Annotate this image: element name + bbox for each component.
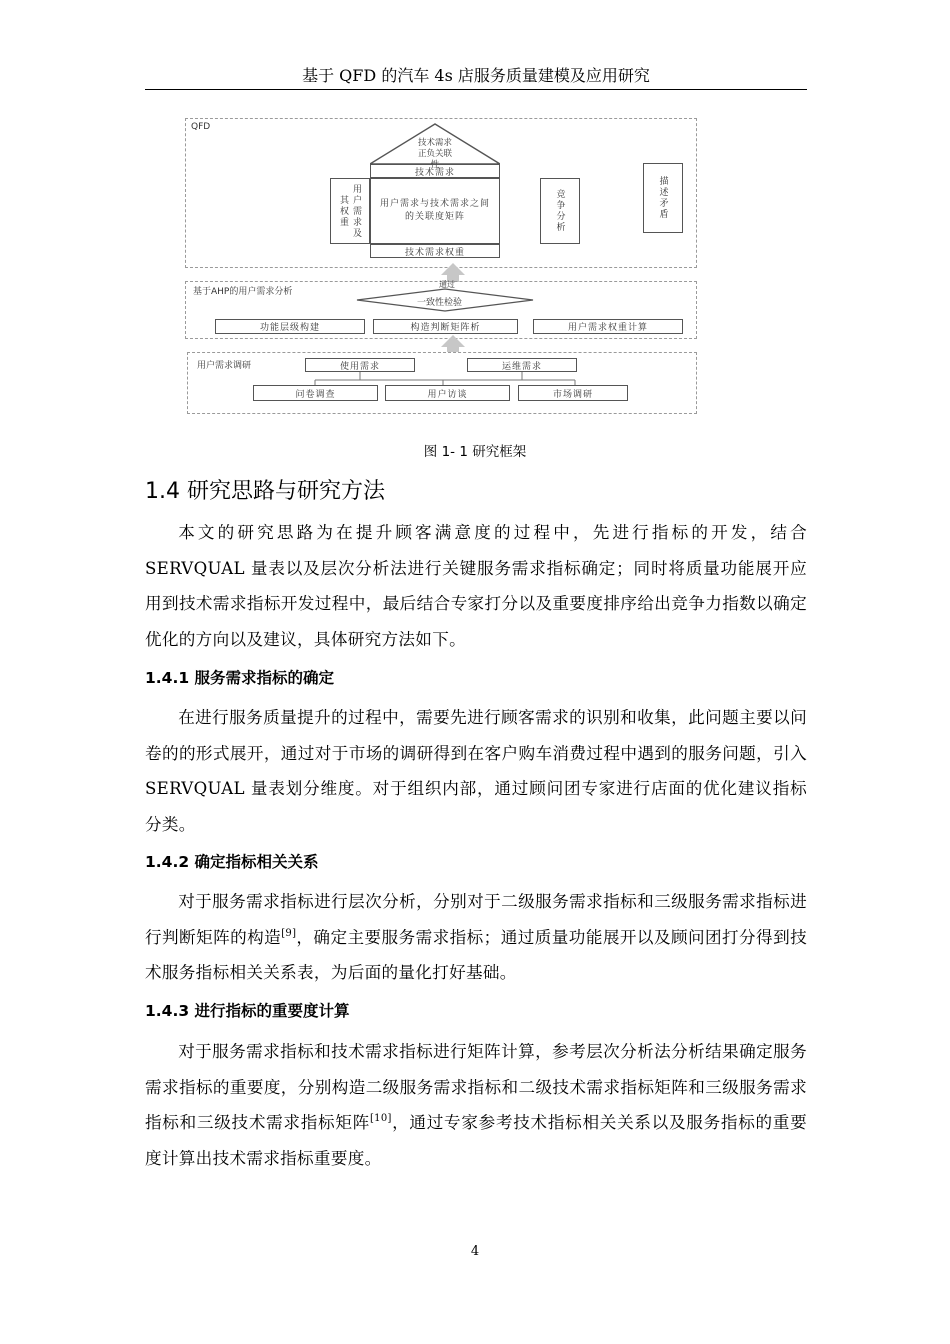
use-req-cell: 使用需求 <box>305 358 415 372</box>
s3-text-b: ，通过专家参考技术指标相关关系以及服务指标的重要度计算出技术需求指标重要度。 <box>145 1113 808 1168</box>
contradiction-text: 描述矛盾 <box>657 176 668 220</box>
competition-text: 竞争分析 <box>554 189 565 233</box>
subsection-title-2: 1.4.2 确定指标相关关系 <box>145 853 319 871</box>
subsection-title-3: 1.4.3 进行指标的重要度计算 <box>145 1002 350 1020</box>
ahp-label: 基于AHP的用户需求分析 <box>193 287 293 297</box>
subsection-3-paragraph <box>145 1034 807 1176</box>
subsection-2-paragraph <box>145 884 807 991</box>
qfd-label: QFD <box>191 122 211 132</box>
maint-req-cell: 运维需求 <box>467 358 577 372</box>
citation-10: [10] <box>369 1113 392 1125</box>
s2-text-a: 对于服务需求指标进行层次分析，分别对于二级服务需求指标和三级服务需求指标进行判断矩阵的构造 <box>145 892 807 947</box>
running-header: 基于 QFD 的汽车 4s 店服务质量建模及应用研究 <box>302 66 650 85</box>
pass-label: 通过 <box>439 280 455 289</box>
survey-label: 用户需求调研 <box>197 361 252 371</box>
consistency-text: 一致性检验 <box>417 298 463 308</box>
subsection-title-1: 1.4.1 服务需求指标的确定 <box>145 669 335 687</box>
tech-weight-cell: 技术需求权重 <box>370 244 500 258</box>
intro-paragraph: 本文的研究思路为在提升顾客满意度的过程中，先进行指标的开发，结合SERVQUAL 量表以及层次分析法进行关键服务需求指标确定；同时将质量功能展开应用到技术需求指标开发过程中，最后结合专家打分以及重要度排序给出竞争力指数以确定优化的方向以及建议，具体研究方法如下。 <box>145 523 807 649</box>
figure-caption: 图 1- 1 研究框架 <box>423 444 527 460</box>
s3-text-a: 对于服务需求指标和技术需求指标进行矩阵计算，参考层次分析法分析结果确定服务需求指标的重要度，分别构造二级服务需求指标和二级技术需求指标矩阵和三级服务需求指标和三级技术需求指标矩阵 <box>145 1042 807 1133</box>
method-1: 问卷调查 <box>253 385 378 401</box>
user-req-text: 用户需求及其权重 <box>338 183 361 239</box>
subsection-1-paragraph: 在进行服务质量提升的过程中，需要先进行顾客需求的识别和收集，此问题主要以问卷的的形式展开，通过对于市场的调研得到在客户购车消费过程中遇到的服务问题，引入 SERVQUAL 量表划分维度。对于组织内部，通过顾问团专家进行店面的优化建议指标分类。 <box>145 708 807 834</box>
survey-connectors <box>185 118 697 414</box>
header-rule <box>145 89 807 90</box>
ahp-step-2: 构造判断矩阵析 <box>373 319 518 334</box>
section-title: 1.4 研究思路与研究方法 <box>145 479 385 504</box>
s2-text-b: ，确定主要服务需求指标；通过质量功能展开以及顾问团打分得到技术服务指标相关关系表，为后面的量化打好基础。 <box>145 927 808 983</box>
tech-req-cell: 技术需求 <box>370 164 500 178</box>
citation-9: [9] <box>281 927 297 939</box>
method-3: 市场调研 <box>518 385 628 401</box>
ahp-step-1: 功能层级构建 <box>215 319 365 334</box>
research-framework-figure <box>185 118 697 414</box>
page-number: 4 <box>470 1244 480 1259</box>
method-2: 用户访谈 <box>385 385 510 401</box>
roof-text: 技术需求 正负关联 性 <box>417 138 452 170</box>
ahp-step-3: 用户需求权重计算 <box>533 319 683 334</box>
matrix-cell: 用户需求与技术需求之间的关联度矩阵 <box>370 178 500 244</box>
